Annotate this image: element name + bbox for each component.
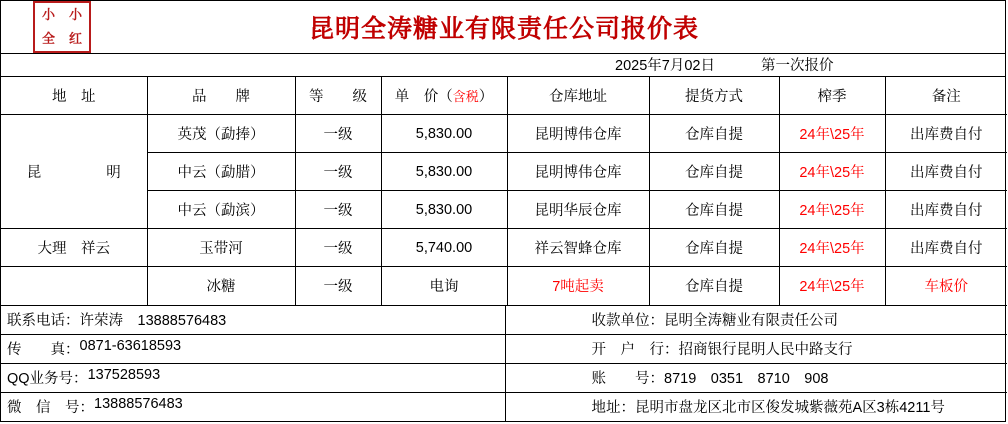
footer-payee-label: 收款单位：: [591, 313, 664, 329]
footer-fax: [1, 334, 505, 363]
cell-grade: 一级: [295, 115, 381, 153]
price-header-main: 单 价（: [394, 88, 453, 105]
footer-wechat-value: 13888576483: [94, 396, 183, 413]
cell-brand: 英茂（勐捧）: [147, 115, 295, 153]
document-header: [1, 1, 1005, 54]
footer-payee: [505, 305, 1007, 334]
title-cell: [123, 9, 1005, 45]
footer-row: [1, 392, 1007, 421]
footer-address: [505, 392, 1007, 421]
cell-note: 出库费自付: [885, 115, 1007, 153]
cell-season: 24年\25年: [779, 229, 885, 267]
col-header-warehouse: 仓库地址: [507, 77, 649, 115]
footer-address-label: 地址：: [591, 400, 635, 417]
footer-wechat: [1, 392, 505, 421]
table-row: [1, 229, 1007, 267]
page-title: 昆明全涛糖业有限责任公司报价表: [308, 14, 699, 43]
footer-address-value: 昆明市盘龙区北市区俊发城紫薇苑A区3栋4211号: [635, 400, 945, 417]
cell-grade: 一级: [295, 267, 381, 305]
seal-char-1: 小: [41, 7, 55, 23]
table-row: [1, 267, 1007, 305]
footer-bank-label: 开 户 行：: [591, 342, 679, 358]
footer-payee-value: 昆明全涛糖业有限责任公司: [664, 313, 838, 329]
table-row: [1, 153, 1007, 191]
col-header-pickup: 提货方式: [649, 77, 779, 115]
cell-pickup: 仓库自提: [649, 153, 779, 191]
cell-pickup: 仓库自提: [649, 267, 779, 305]
footer-row: [1, 305, 1007, 334]
footer-phone-label: 联系电话：: [7, 313, 80, 329]
footer-row: [1, 334, 1007, 363]
price-table: [1, 77, 1007, 305]
col-header-grade: 等 级: [295, 77, 381, 115]
table-row: [1, 115, 1007, 153]
price-header-tail: ）: [478, 88, 494, 105]
footer-bank-value: 招商银行昆明人民中路支行: [678, 342, 853, 358]
cell-address-dali: 大理 祥云: [1, 229, 147, 267]
cell-note: 车板价: [924, 279, 968, 296]
cell-pickup: 仓库自提: [649, 191, 779, 229]
col-header-brand: 品 牌: [147, 77, 295, 115]
footer-account-value: 8719 0351 8710 908: [664, 371, 829, 387]
cell-warehouse: 昆明博伟仓库: [507, 115, 649, 153]
col-header-note: 备注: [885, 77, 1007, 115]
cell-brand: 中云（勐腊）: [147, 153, 295, 191]
cell-pickup: 仓库自提: [649, 115, 779, 153]
cell-price: 5,830.00: [381, 153, 507, 191]
cell-grade: 一级: [295, 153, 381, 191]
cell-note: 出库费自付: [885, 229, 1007, 267]
table-header-row: [1, 77, 1007, 115]
cell-address-empty: [1, 267, 147, 305]
cell-season: 24年\25年: [779, 267, 885, 305]
cell-season: 24年\25年: [779, 191, 885, 229]
cell-pickup: 仓库自提: [649, 229, 779, 267]
seal-char-4: 红: [68, 31, 82, 47]
seal-char-2: 小: [68, 7, 82, 23]
footer-qq-value: 137528593: [87, 367, 161, 383]
seal-char-3: 全: [41, 31, 55, 47]
cell-brand: 玉带河: [147, 229, 295, 267]
footer-wechat-label: 微 信 号：: [7, 400, 94, 417]
col-header-price: [381, 77, 507, 115]
footer-phone-value: 许荣涛 13888576483: [79, 313, 227, 329]
cell-price: 5,740.00: [381, 229, 507, 267]
cell-grade: 一级: [295, 229, 381, 267]
cell-price: 5,830.00: [381, 191, 507, 229]
contact-footer: [1, 305, 1007, 422]
table-row: [1, 191, 1007, 229]
cell-grade: 一级: [295, 191, 381, 229]
cell-season: 24年\25年: [779, 153, 885, 191]
col-header-season: 榨季: [779, 77, 885, 115]
cell-warehouse: 昆明华辰仓库: [507, 191, 649, 229]
footer-fax-value: 0871-63618593: [79, 338, 182, 354]
quote-date: 2025年7月02日: [615, 58, 715, 75]
logo-cell: [1, 1, 123, 53]
cell-price: 电询: [381, 267, 507, 305]
cell-brand: 中云（勐滨）: [147, 191, 295, 229]
cell-warehouse: 昆明博伟仓库: [507, 153, 649, 191]
cell-price: 5,830.00: [381, 115, 507, 153]
footer-phone: [1, 305, 505, 334]
cell-warehouse: 祥云智蜂仓库: [507, 229, 649, 267]
price-header-taxnote: 含税: [452, 88, 479, 104]
company-seal-icon: [33, 1, 91, 53]
footer-account: [505, 363, 1007, 392]
footer-row: [1, 363, 1007, 392]
footer-qq-label: QQ业务号：: [7, 371, 88, 387]
cell-season: 24年\25年: [779, 115, 885, 153]
cell-note: 出库费自付: [885, 153, 1007, 191]
cell-note: 出库费自付: [885, 191, 1007, 229]
col-header-address: 地 址: [1, 77, 147, 115]
cell-warehouse: 7吨起卖: [507, 267, 649, 305]
date-row: [1, 54, 1005, 77]
footer-account-label: 账 号：: [591, 371, 664, 387]
cell-address-kunming: 昆 明: [1, 115, 147, 229]
footer-fax-label: 传 真：: [7, 342, 80, 358]
footer-bank: [505, 334, 1007, 363]
cell-brand: 冰糖: [147, 267, 295, 305]
quote-number: 第一次报价: [760, 58, 834, 75]
footer-qq: [1, 363, 505, 392]
